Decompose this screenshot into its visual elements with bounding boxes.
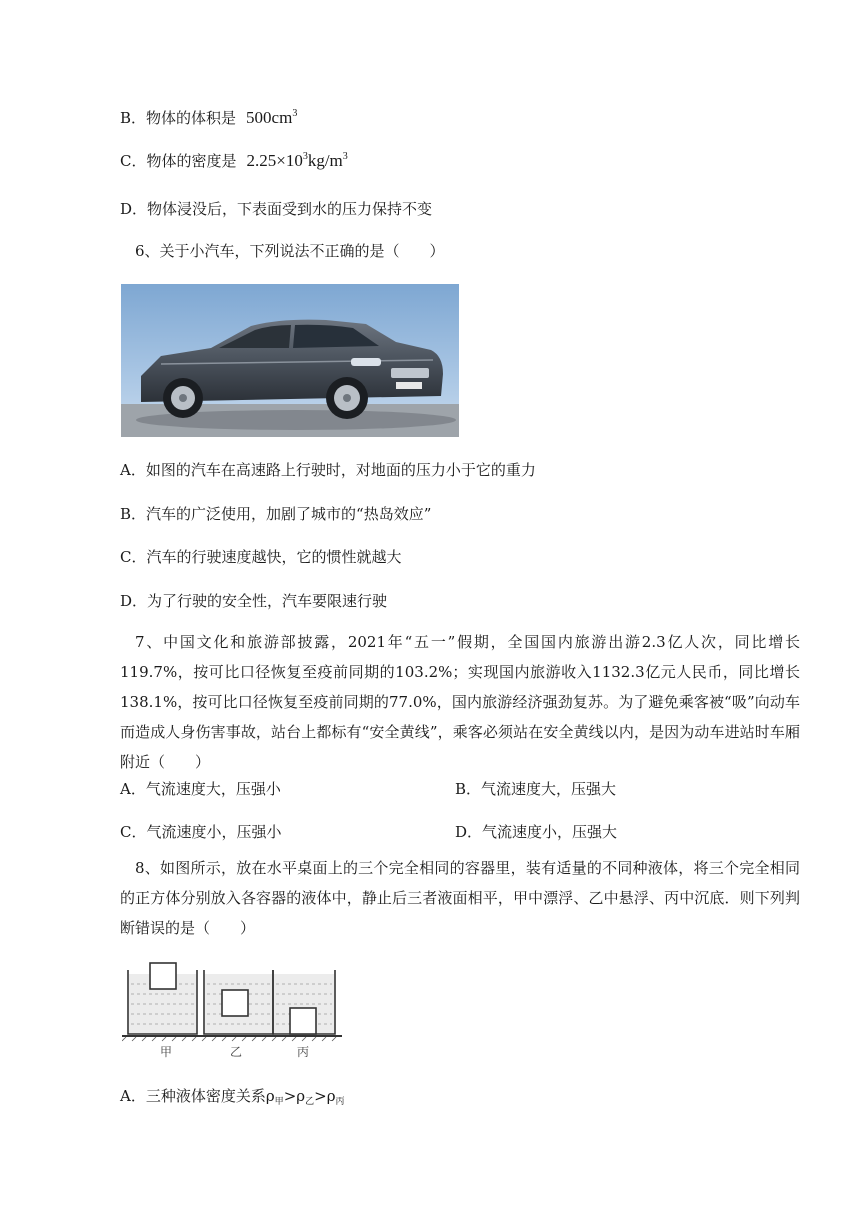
car-photo <box>121 284 459 437</box>
containers-diagram <box>122 962 342 1062</box>
q7-stem: 7、中国文化和旅游部披露，2021年“五一”假期，全国国内旅游出游2.3亿人次，同比增长119.7%，按可比口径恢复至疫前同期的103.2%；实现国内旅游收入1132.3亿元人民币，同比增长138.1%，按可比口径恢复至疫前同期的77.0%，国内旅游经济强劲复苏。为了避免乘客被“吸”向动车而造成人身伤害事故，站台上都标有“安全黄线”，乘客必须站在安全黄线以内，是因为动车进站时车厢附近（ ） <box>120 633 800 771</box>
q6-option-d: D．为了行驶的安全性，汽车要限速行驶 <box>120 592 388 610</box>
q7-option-d: D．气流速度小，压强大 <box>455 823 618 841</box>
q7-option-c: C．气流速度小，压强小 <box>120 823 282 841</box>
q8-option-a-text: A．三种液体密度关系 <box>120 1087 266 1105</box>
q5-option-c <box>120 150 348 172</box>
cube-sunk <box>290 1008 316 1034</box>
cube-floating <box>150 963 176 989</box>
label-yi: 乙 <box>230 1045 243 1059</box>
q7-option-b: B．气流速度大，压强大 <box>455 780 617 798</box>
q6-option-b: B．汽车的广泛使用，加剧了城市的“热岛效应” <box>120 505 432 523</box>
q5-option-c-text: C．物体的密度是 <box>120 152 237 170</box>
q8-option-a: A．三种液体密度关系$\rho_甲>\rho_乙>\rho_丙$ <box>120 1087 345 1107</box>
q8-stem: 8、如图所示，放在水平桌面上的三个完全相同的容器里，装有适量的不同种液体，将三个完全相同的正方体分别放入各容器的液体中，静止后三者液面相平，甲中漂浮、乙中悬浮、丙中沉底．则下列判断错误的是（ ） <box>120 859 800 937</box>
q6-option-c: C．汽车的行驶速度越快，它的惯性就越大 <box>120 548 402 566</box>
label-bing: 丙 <box>297 1045 310 1059</box>
q6-stem: 6、关于小汽车，下列说法不正确的是（ ） <box>135 242 445 260</box>
label-jia: 甲 <box>160 1045 173 1059</box>
q7-option-a: A．气流速度大，压强小 <box>120 780 281 798</box>
q5-option-b-text: B．物体的体积是 <box>120 109 237 127</box>
q5-option-d: D．物体浸没后，下表面受到水的压力保持不变 <box>120 200 433 218</box>
table-hatching <box>122 1037 336 1041</box>
q5-option-b-value: $500cm^3$ <box>246 108 298 127</box>
q5-option-c-value: $2.25\times 10^3kg/m^3$ <box>246 151 348 170</box>
q6-option-a: A．如图的汽车在高速路上行驶时，对地面的压力小于它的重力 <box>120 461 536 479</box>
q5-option-b <box>120 107 297 129</box>
cube-suspended <box>222 990 248 1016</box>
